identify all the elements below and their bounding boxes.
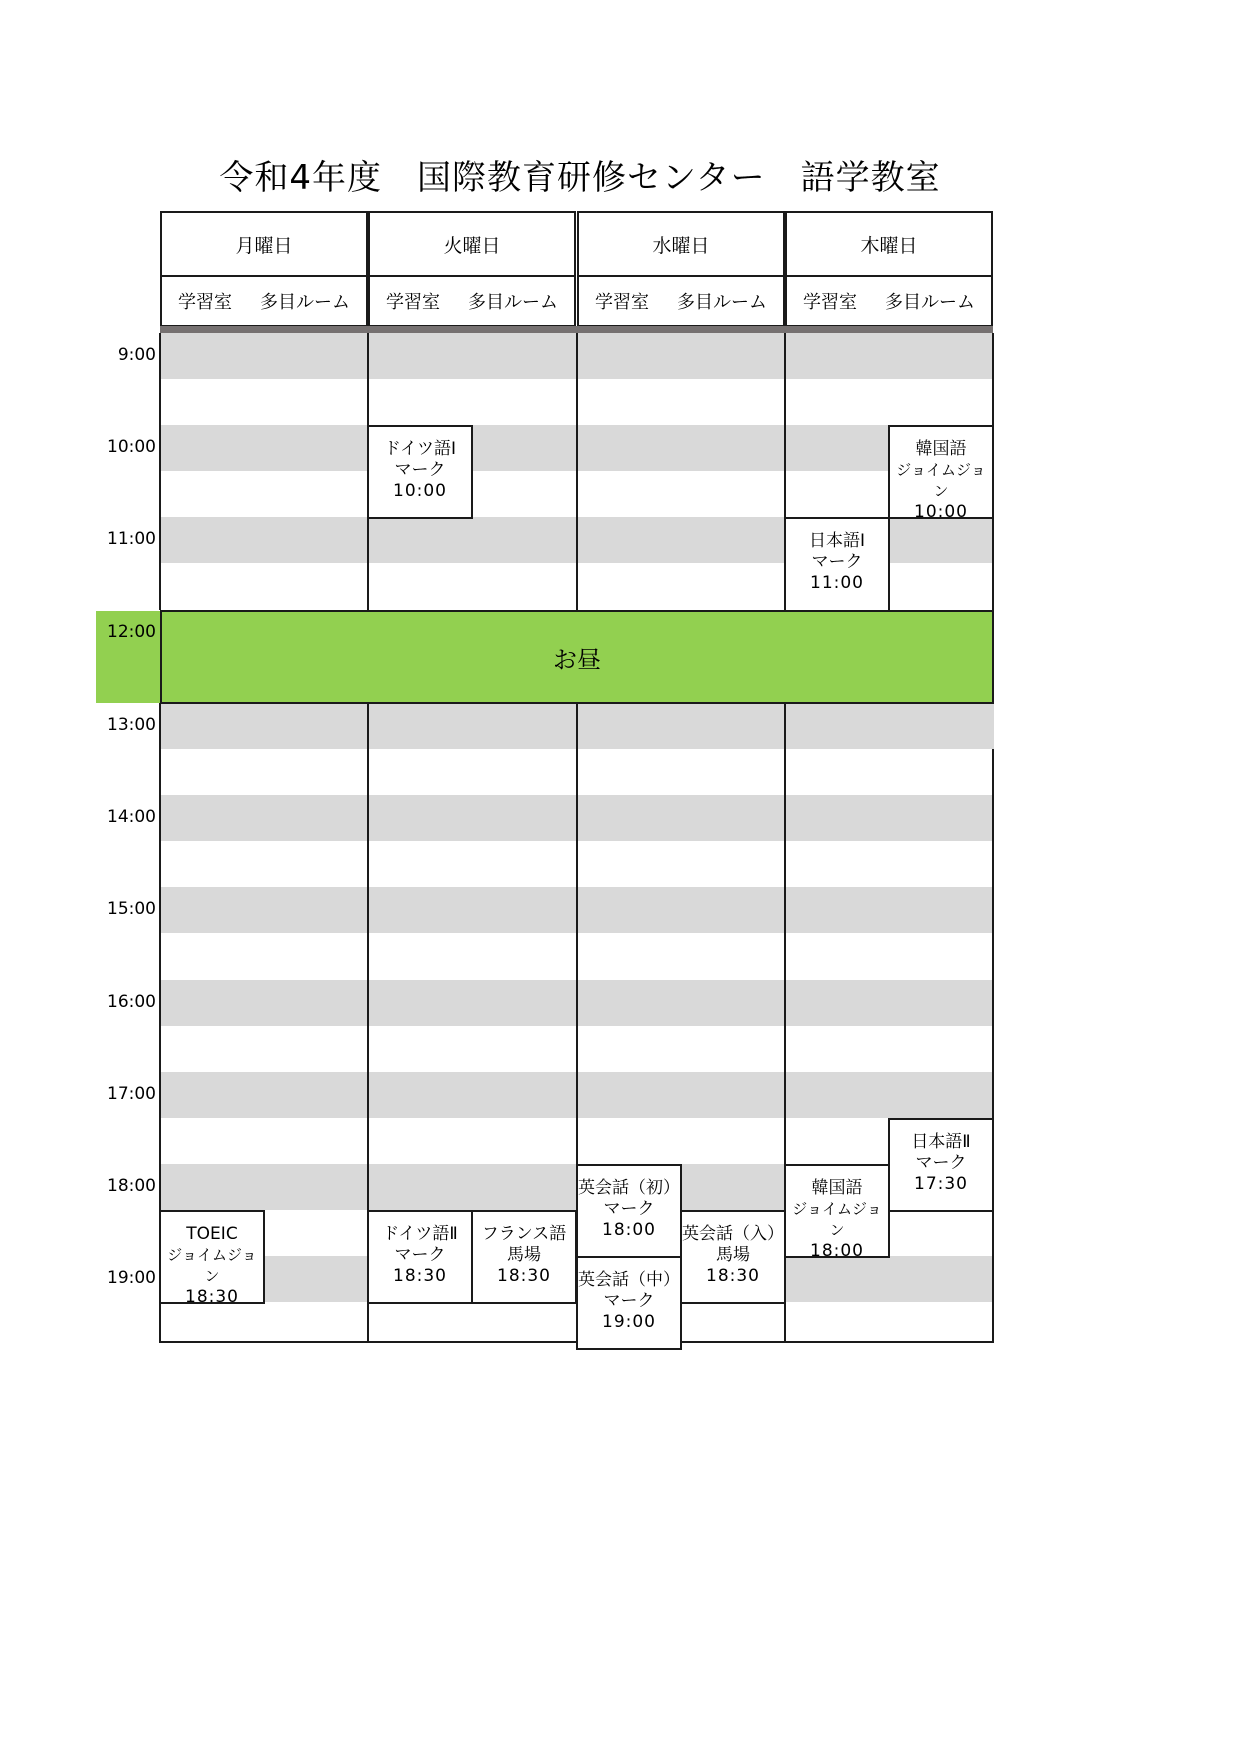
time-label: 12:00	[107, 622, 156, 642]
class-block	[159, 1210, 265, 1307]
class-name: TOEIC	[186, 1224, 238, 1244]
day-header-0	[160, 211, 368, 277]
class-name: 韓国語	[811, 1178, 863, 1198]
class-time: 10:00	[914, 502, 968, 522]
class-teacher: ジョイムジョン	[792, 1200, 882, 1239]
time-label: 19:00	[107, 1268, 156, 1288]
page-title: 令和4年度 国際教育研修センター 語学教室	[219, 158, 941, 198]
lunch-block: お昼	[160, 610, 994, 704]
time-label: 15:00	[107, 899, 156, 919]
class-teacher: マーク	[603, 1199, 655, 1219]
day-label: 火曜日	[443, 234, 501, 257]
time-label: 11:00	[107, 529, 156, 549]
room-label: 学習室	[386, 292, 440, 313]
class-block	[367, 1210, 473, 1304]
class-name: 英会話（入）	[682, 1224, 784, 1244]
class-block	[471, 1210, 577, 1304]
time-label: 13:00	[107, 715, 156, 735]
day-label: 水曜日	[652, 234, 710, 257]
class-time: 18:30	[393, 1266, 447, 1286]
class-block	[680, 1210, 786, 1304]
class-time: 18:30	[497, 1266, 551, 1286]
class-time: 18:00	[602, 1220, 656, 1240]
day-header-2	[577, 211, 785, 277]
class-teacher: マーク	[394, 1245, 446, 1265]
class-teacher: マーク	[811, 552, 863, 572]
room-label: 学習室	[178, 292, 232, 313]
class-name: 韓国語	[915, 439, 967, 459]
day-header-1	[368, 211, 576, 277]
time-label: 18:00	[107, 1176, 156, 1196]
class-name: フランス語	[481, 1224, 567, 1244]
day-divider	[576, 333, 578, 610]
class-block	[784, 1164, 890, 1261]
day-header-3	[785, 211, 993, 277]
time-label: 16:00	[107, 992, 156, 1012]
class-name: ドイツ語Ⅱ	[382, 1224, 458, 1244]
room-header-1	[368, 277, 576, 327]
day-label: 月曜日	[235, 234, 293, 257]
time-label: 9:00	[117, 345, 156, 365]
class-teacher: ジョイムジョン	[896, 461, 986, 500]
room-label: 多目ルーム	[260, 292, 350, 313]
class-name: 日本語Ⅰ	[808, 531, 865, 551]
room-label: 多目ルーム	[885, 292, 975, 313]
time-label: 10:00	[107, 437, 156, 457]
room-label: 多目ルーム	[468, 292, 558, 313]
room-label: 学習室	[803, 292, 857, 313]
class-teacher: ジョイムジョン	[167, 1246, 257, 1285]
class-teacher: 馬場	[716, 1245, 750, 1265]
room-label: 学習室	[595, 292, 649, 313]
class-time: 18:30	[185, 1287, 239, 1307]
class-teacher: マーク	[394, 460, 446, 480]
class-block	[784, 517, 890, 612]
class-time: 10:00	[393, 481, 447, 501]
class-name: 英会話（初）	[578, 1178, 680, 1198]
class-time: 17:30	[914, 1174, 968, 1194]
class-block	[576, 1256, 682, 1350]
class-block	[888, 1118, 994, 1212]
room-header-3	[785, 277, 993, 327]
class-teacher: 馬場	[507, 1245, 541, 1265]
time-label: 17:00	[107, 1084, 156, 1104]
class-time: 11:00	[810, 573, 864, 593]
class-block	[367, 425, 473, 519]
room-label: 多目ルーム	[677, 292, 767, 313]
class-name: ドイツ語Ⅰ	[383, 439, 457, 459]
class-block	[576, 1164, 682, 1258]
room-header-0	[160, 277, 368, 327]
class-time: 18:30	[706, 1266, 760, 1286]
class-block	[888, 425, 994, 522]
time-label: 14:00	[107, 807, 156, 827]
class-teacher: マーク	[915, 1153, 967, 1173]
day-label: 木曜日	[860, 234, 918, 257]
room-header-2	[577, 277, 785, 327]
class-time: 18:00	[810, 1241, 864, 1261]
class-teacher: マーク	[603, 1291, 655, 1311]
header-separator	[160, 326, 993, 333]
day-divider	[992, 749, 994, 1343]
class-name: 英会話（中）	[578, 1270, 680, 1290]
day-divider	[159, 333, 161, 610]
class-name: 日本語Ⅱ	[911, 1132, 971, 1152]
class-time: 19:00	[602, 1312, 656, 1332]
